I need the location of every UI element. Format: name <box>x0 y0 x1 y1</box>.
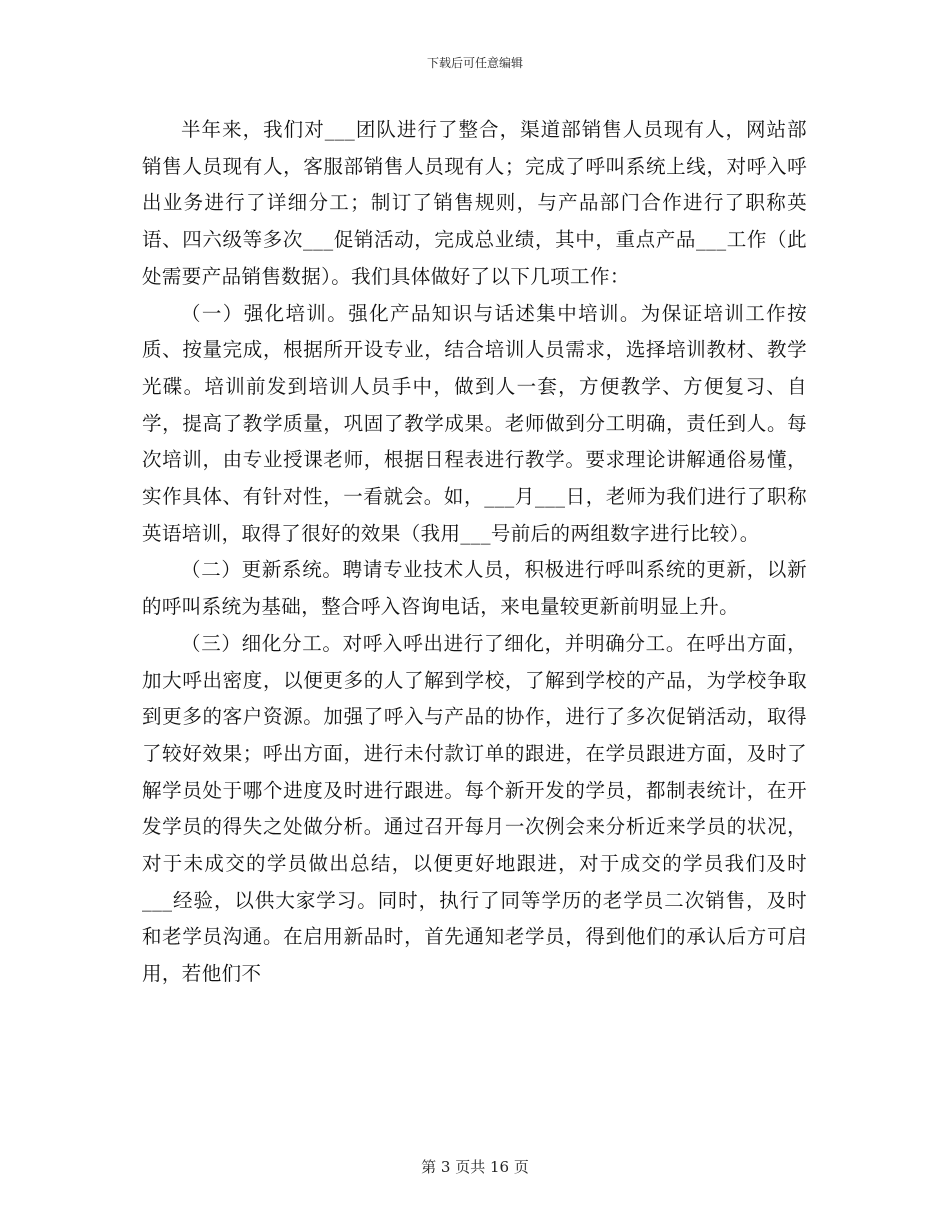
paragraph-intro: 半年来，我们对___团队进行了整合，渠道部销售人员现有人，网站部销售人员现有人，客服部销售人员现有人；完成了呼叫系统上线，对呼入呼出业务进行了详细分工；制订了销售规则，与产品部门合作进行了职称英语、四六级等多次___促销活动，完成总业绩，其中，重点产品___工作（此处需要产品销售数据）。我们具体做好了以下几项工作： <box>142 118 807 288</box>
page-header: 下载后可任意编辑 <box>426 56 523 70</box>
page-footer: 第 3 页共 16 页 <box>421 1158 529 1176</box>
paragraph-system-update: （二）更新系统。聘请专业技术人员，积极进行呼叫系统的更新，以新的呼叫系统为基础，整合呼入咨询电话，来电量较更新前明显上升。 <box>142 558 807 619</box>
document-body <box>142 112 807 993</box>
paragraph-training: （一）强化培训。强化产品知识与话述集中培训。为保证培训工作按质、按量完成，根据所开设专业，结合培训人员需求，选择培训教材、教学光碟。培训前发到培训人员手中，做到人一套，方便教学、方便复习、自学，提高了教学质量，巩固了教学成果。老师做到分工明确，责任到人。每次培训，由专业授课老师，根据日程表进行教学。要求理论讲解通俗易懂，实作具体、有针对性，一看就会。如，___月___日，老师为我们进行了职称英语培训，取得了很好的效果（我用___号前后的两组数字进行比较）。 <box>142 301 807 545</box>
paragraph-division-of-work: （三）细化分工。对呼入呼出进行了细化，并明确分工。在呼出方面，加大呼出密度，以便更多的人了解到学校，了解到学校的产品，为学校争取到更多的客户资源。加强了呼入与产品的协作，进行了多次促销活动，取得了较好效果；呼出方面，进行未付款订单的跟进，在学员跟进方面，及时了解学员处于哪个进度及时进行跟进。每个新开发的学员，都制表统计，在开发学员的得失之处做分析。通过召开每月一次例会来分析近来学员的状况，对于未成交的学员做出总结，以便更好地跟进，对于成交的学员我们及时___经验，以供大家学习。同时，执行了同等学历的老学员二次销售，及时和老学员沟通。在启用新品时，首先通知老学员，得到他们的承认后方可启用，若他们不 <box>142 631 807 986</box>
